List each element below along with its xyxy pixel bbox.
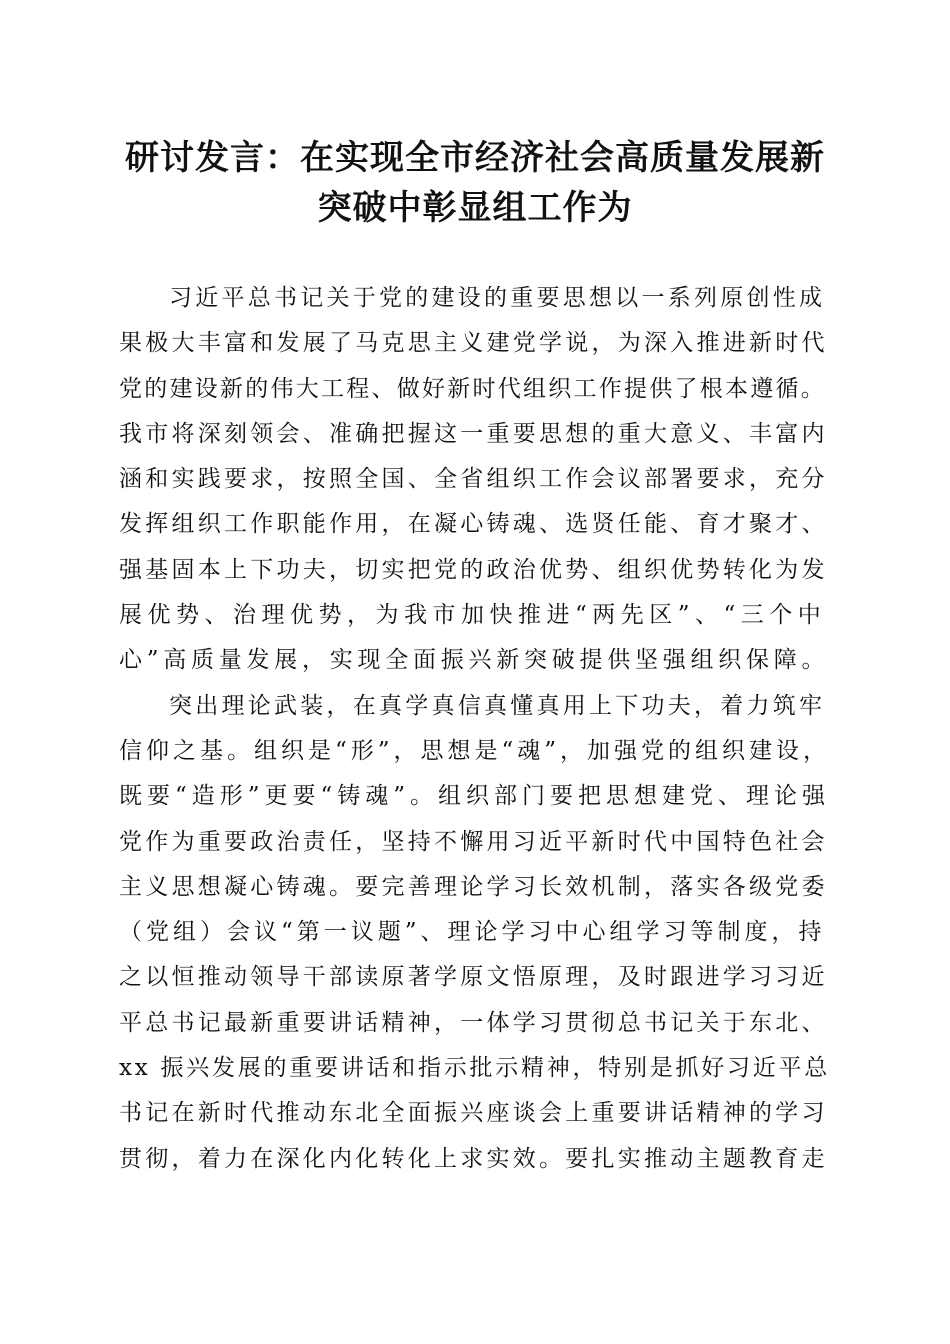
text-line: 党作为重要政治责任，坚持不懈用习近平新时代中国特色社会 [119,828,828,855]
text-line: 心”高质量发展，实现全面振兴新突破提供坚强组织保障。 [119,647,830,674]
title-line: 研讨发言：在实现全市经济社会高质量发展新 [125,138,825,178]
document-body [119,276,831,1182]
text-line: 展优势、治理优势，为我市加快推进“两先区”、“三个中 [119,602,827,629]
paragraph-2 [119,684,831,1182]
paragraph-1 [119,276,831,684]
text-line: 之以恒推动领导干部读原著学原文悟原理，及时跟进学习习近 [119,964,828,991]
text-line: 我市将深刻领会、准确把握这一重要思想的重大意义、丰富内 [119,420,828,447]
text-line: 党的建设新的伟大工程、做好新时代组织工作提供了根本遵循。 [119,375,826,402]
text-line: 突出理论武装，在真学真信真懂真用上下功夫，着力筑牢 [169,692,826,719]
text-line: 贯彻，着力在深化内化转化上求实效。要扎实推动主题教育走 [119,1145,828,1172]
text-line: （党组）会议“第一议题”、理论学习中心组学习等制度，持 [119,919,826,946]
text-line: 涵和实践要求，按照全国、全省组织工作会议部署要求，充分 [119,466,828,493]
text-line: 平总书记最新重要讲话精神，一体学习贯彻总书记关于东北、 [119,1009,828,1036]
text-line: 强基固本上下功夫，切实把党的政治优势、组织优势转化为发 [119,556,828,583]
text-line: 主义思想凝心铸魂。要完善理论学习长效机制，落实各级党委 [119,873,828,900]
text-line: 书记在新时代推动东北全面振兴座谈会上重要讲话精神的学习 [119,1100,828,1127]
text-line: 果极大丰富和发展了马克思主义建党学说，为深入推进新时代 [119,330,828,357]
text-line: 既要“造形”更要“铸魂”。组织部门要把思想建党、理论强 [119,783,831,810]
text-line: 信仰之基。组织是“形”，思想是“魂”，加强党的组织建设， [119,737,831,764]
text-line: xx 振兴发展的重要讲话和指示批示精神，特别是抓好习近平总 [119,1055,831,1082]
text-line: 习近平总书记关于党的建设的重要思想以一系列原创性成 [169,285,826,311]
text-line: 发挥组织工作职能作用，在凝心铸魂、选贤任能、育才聚才、 [119,511,828,538]
title-line: 突破中彰显组工作为 [317,188,633,228]
document-title [100,133,850,233]
